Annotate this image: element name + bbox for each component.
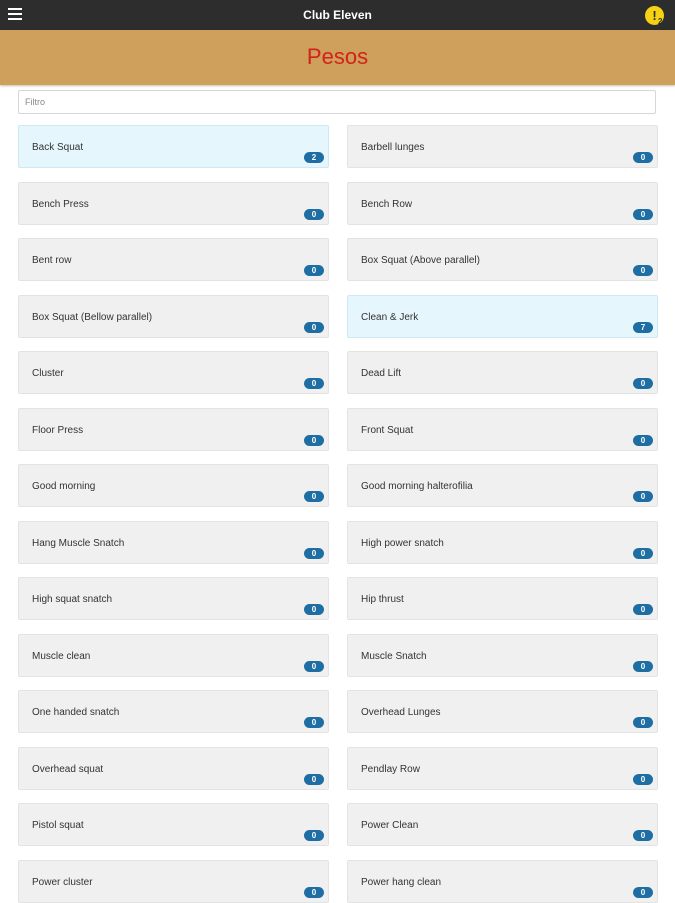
exercise-card[interactable]	[347, 125, 658, 168]
exercise-count-badge: 0	[304, 322, 324, 333]
exercise-card[interactable]	[18, 125, 329, 168]
exercise-card[interactable]	[347, 803, 658, 846]
exercise-name: Good morning halterofilia	[361, 481, 473, 492]
exercise-count-badge: 0	[633, 717, 653, 728]
exercise-name: Overhead Lunges	[361, 707, 441, 718]
exercise-name: Power Clean	[361, 820, 419, 831]
exercise-name: Bent row	[32, 255, 72, 266]
top-bar	[0, 0, 675, 30]
exercise-card[interactable]	[347, 747, 658, 790]
exercise-name: Muscle clean	[32, 650, 91, 662]
exercise-card[interactable]	[347, 182, 658, 225]
exercise-card[interactable]	[347, 351, 658, 394]
exercise-count-badge: 0	[304, 491, 324, 502]
exercise-count-badge: 0	[633, 152, 653, 163]
exercise-card[interactable]	[18, 182, 329, 225]
exercise-count-badge: 0	[633, 209, 653, 220]
exercise-name: Dead Lift	[361, 368, 402, 379]
exercise-name: One handed snatch	[32, 707, 120, 718]
exercise-name: Hip thrust	[361, 594, 404, 605]
exercise-name: Muscle Snatch	[361, 650, 427, 662]
exercise-name: Barbell lunges	[361, 142, 425, 153]
exercise-name: Overhead squat	[32, 763, 104, 775]
exercise-name: Hang Muscle Snatch	[32, 537, 125, 549]
exercise-name: Front Squat	[361, 424, 414, 436]
exercise-card[interactable]	[18, 747, 329, 790]
exercise-name: Box Squat (Bellow parallel)	[32, 311, 153, 323]
exercise-card[interactable]	[18, 634, 329, 677]
exercise-name: Clean & Jerk	[361, 311, 419, 323]
exercise-count-badge: 0	[633, 265, 653, 276]
exercise-card[interactable]	[18, 521, 329, 564]
exercise-card[interactable]	[347, 860, 658, 903]
exercise-count-badge: 0	[304, 774, 324, 785]
exercise-card[interactable]	[347, 577, 658, 620]
exercise-name: Pistol squat	[32, 820, 84, 831]
exercise-card[interactable]	[347, 408, 658, 451]
exercise-card[interactable]	[18, 577, 329, 620]
exercise-count-badge: 0	[633, 887, 653, 898]
page-title: Pesos	[306, 44, 369, 69]
exercise-card[interactable]	[347, 634, 658, 677]
exercise-count-badge: 0	[633, 661, 653, 672]
exercise-name: Back Squat	[32, 142, 84, 153]
exercise-count-badge: 0	[304, 717, 324, 728]
exercise-count-badge: 0	[304, 661, 324, 672]
exercise-name: Cluster	[32, 368, 64, 379]
exercise-count-badge: 0	[304, 548, 324, 559]
exercise-count-badge: 2	[304, 152, 324, 163]
exercise-count-badge: 0	[304, 435, 324, 446]
exercise-card[interactable]	[18, 690, 329, 733]
exercise-name: High power snatch	[361, 537, 444, 549]
exercise-name: Power hang clean	[361, 876, 442, 888]
exercise-card[interactable]	[347, 464, 658, 507]
exercise-card[interactable]	[18, 803, 329, 846]
exercise-name: Pendlay Row	[361, 763, 420, 775]
exercise-card[interactable]	[18, 238, 329, 281]
exercise-card[interactable]	[18, 351, 329, 394]
exercise-name: High squat snatch	[32, 594, 113, 605]
exercise-count-badge: 0	[304, 265, 324, 276]
exercise-count-badge: 0	[633, 604, 653, 615]
exercise-count-badge: 0	[304, 378, 324, 389]
exercise-card[interactable]	[347, 295, 658, 338]
exercise-count-badge: 0	[304, 887, 324, 898]
exercise-count-badge: 0	[304, 209, 324, 220]
filter-input[interactable]	[18, 90, 656, 114]
exercise-count-badge: 0	[633, 830, 653, 841]
exercise-count-badge: 0	[633, 491, 653, 502]
exercise-count-badge: 7	[633, 322, 653, 333]
exercise-count-badge: 0	[633, 378, 653, 389]
exercise-count-badge: 0	[304, 830, 324, 841]
exercise-card[interactable]	[18, 295, 329, 338]
exercise-card[interactable]	[18, 464, 329, 507]
exercise-count-badge: 0	[633, 548, 653, 559]
exercise-card[interactable]	[347, 690, 658, 733]
exercise-count-badge: 0	[633, 774, 653, 785]
exercise-name: Bench Row	[361, 198, 413, 210]
exercise-card[interactable]	[347, 521, 658, 564]
exercise-count-badge: 0	[633, 435, 653, 446]
page-header	[0, 30, 675, 85]
alert-count-badge: 2	[658, 17, 663, 26]
alert-icon[interactable]: !	[645, 6, 664, 25]
exercise-name: Good morning	[32, 481, 96, 492]
exercise-name: Bench Press	[32, 198, 89, 210]
exercise-name: Floor Press	[32, 424, 84, 436]
exercise-grid	[18, 125, 658, 903]
app-title: Club Eleven	[303, 8, 372, 22]
exercise-card[interactable]	[18, 860, 329, 903]
exercise-count-badge: 0	[304, 604, 324, 615]
exercise-card[interactable]	[18, 408, 329, 451]
exercise-name: Power cluster	[32, 876, 93, 888]
exercise-name: Box Squat (Above parallel)	[361, 255, 480, 266]
exercise-card[interactable]	[347, 238, 658, 281]
